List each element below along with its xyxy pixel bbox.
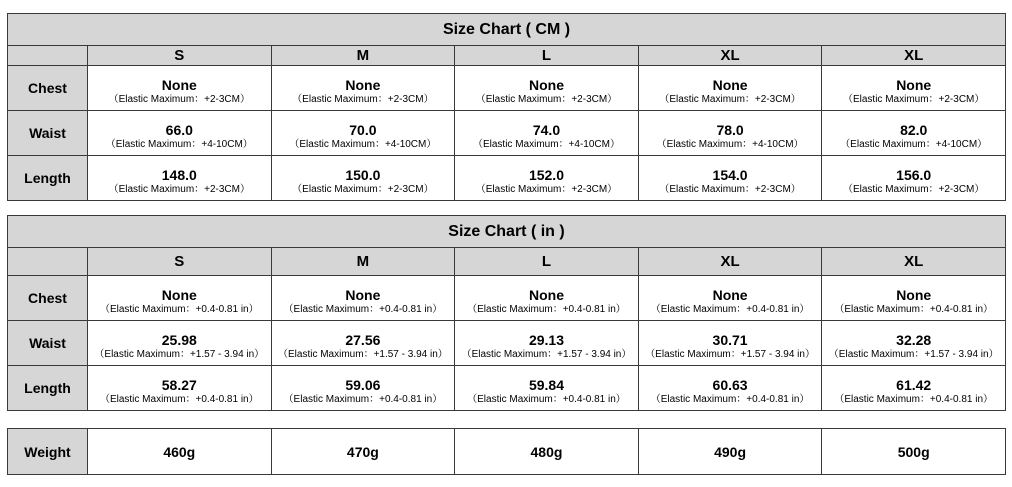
elastic-note: （Elastic Maximum：+0.4-0.81 in） bbox=[99, 303, 259, 315]
measurement-value: None bbox=[161, 76, 197, 93]
size-header-xl-2: XL bbox=[822, 248, 1006, 276]
measurement-cell bbox=[88, 66, 272, 111]
measurement-cell bbox=[822, 276, 1006, 321]
size-chart-cm-title: Size Chart ( CM ) bbox=[8, 14, 1006, 46]
measurement-value: 25.98 bbox=[161, 331, 197, 348]
measurement-value: None bbox=[896, 76, 932, 93]
measurement-cell bbox=[271, 321, 455, 366]
elastic-note: （Elastic Maximum：+1.57 - 3.94 in） bbox=[461, 348, 632, 360]
measurement-cell bbox=[271, 66, 455, 111]
measurement-row-waist bbox=[8, 321, 1006, 366]
size-header-m: M bbox=[271, 46, 455, 66]
measurement-cell bbox=[455, 321, 639, 366]
elastic-note: （Elastic Maximum：+0.4-0.81 in） bbox=[99, 393, 259, 405]
measurement-cell bbox=[271, 156, 455, 201]
elastic-note: （Elastic Maximum：+4-10CM） bbox=[105, 138, 253, 150]
weight-value-xl-2: 500g bbox=[822, 429, 1006, 475]
measurement-cell bbox=[88, 111, 272, 156]
measurement-value: 30.71 bbox=[712, 331, 748, 348]
elastic-note: （Elastic Maximum：+2-3CM） bbox=[108, 183, 250, 195]
elastic-note: （Elastic Maximum：+0.4-0.81 in） bbox=[467, 393, 626, 405]
measurement-cell bbox=[822, 66, 1006, 111]
measurement-cell bbox=[822, 366, 1006, 411]
measurement-cell bbox=[88, 366, 272, 411]
corner-cell bbox=[8, 248, 88, 276]
measurement-value: None bbox=[712, 286, 748, 303]
elastic-note: （Elastic Maximum：+2-3CM） bbox=[475, 93, 618, 105]
measurement-value: 154.0 bbox=[712, 166, 748, 183]
measurement-value: 59.06 bbox=[345, 376, 381, 393]
measurement-value: None bbox=[345, 76, 381, 93]
weight-row bbox=[8, 429, 1006, 475]
elastic-note: （Elastic Maximum：+2-3CM） bbox=[659, 183, 801, 195]
corner-cell bbox=[8, 46, 88, 66]
measurement-value: None bbox=[161, 286, 197, 303]
measurement-cell bbox=[455, 111, 639, 156]
measurement-cell bbox=[88, 276, 272, 321]
elastic-note: （Elastic Maximum：+4-10CM） bbox=[656, 138, 804, 150]
elastic-note: （Elastic Maximum：+2-3CM） bbox=[842, 93, 985, 105]
measurement-cell bbox=[822, 156, 1006, 201]
size-header-xl: XL bbox=[638, 46, 822, 66]
weight-value-xl: 490g bbox=[638, 429, 822, 475]
measurement-value: 74.0 bbox=[532, 121, 561, 138]
measurement-value: None bbox=[896, 286, 932, 303]
measurement-cell bbox=[271, 111, 455, 156]
row-label: Waist bbox=[8, 111, 88, 156]
measurement-value: None bbox=[345, 286, 381, 303]
measurement-value: None bbox=[528, 286, 564, 303]
elastic-note: （Elastic Maximum：+4-10CM） bbox=[472, 138, 620, 150]
size-header-row bbox=[8, 248, 1006, 276]
measurement-cell bbox=[638, 321, 822, 366]
elastic-note: （Elastic Maximum：+2-3CM） bbox=[292, 93, 434, 105]
elastic-note: （Elastic Maximum：+0.4-0.81 in） bbox=[650, 393, 810, 405]
row-label: Length bbox=[8, 156, 88, 201]
measurement-cell bbox=[455, 276, 639, 321]
measurement-cell bbox=[822, 321, 1006, 366]
measurement-row-length bbox=[8, 366, 1006, 411]
measurement-cell bbox=[455, 156, 639, 201]
elastic-note: （Elastic Maximum：+0.4-0.81 in） bbox=[283, 303, 443, 315]
measurement-value: 82.0 bbox=[900, 121, 928, 138]
elastic-note: （Elastic Maximum：+4-10CM） bbox=[840, 138, 988, 150]
weight-table bbox=[7, 428, 1006, 475]
elastic-note: （Elastic Maximum：+2-3CM） bbox=[292, 183, 434, 195]
size-chart-in-table bbox=[7, 215, 1006, 411]
size-header-xl-2: XL bbox=[822, 46, 1006, 66]
measurement-row-waist bbox=[8, 111, 1006, 156]
measurement-cell bbox=[271, 366, 455, 411]
elastic-note: （Elastic Maximum：+1.57 - 3.94 in） bbox=[828, 348, 999, 360]
size-header-m: M bbox=[271, 248, 455, 276]
row-label: Chest bbox=[8, 66, 88, 111]
size-header-xl: XL bbox=[638, 248, 822, 276]
measurement-row-length bbox=[8, 156, 1006, 201]
measurement-cell bbox=[638, 156, 822, 201]
measurement-value: 150.0 bbox=[345, 166, 381, 183]
elastic-note: （Elastic Maximum：+1.57 - 3.94 in） bbox=[645, 348, 815, 360]
measurement-value: 60.63 bbox=[712, 376, 748, 393]
elastic-note: （Elastic Maximum：+1.57 - 3.94 in） bbox=[278, 348, 448, 360]
weight-label: Weight bbox=[8, 429, 88, 475]
measurement-cell bbox=[822, 111, 1006, 156]
weight-value-l: 480g bbox=[455, 429, 639, 475]
measurement-cell bbox=[638, 366, 822, 411]
measurement-value: None bbox=[712, 76, 748, 93]
measurement-value: 70.0 bbox=[349, 121, 377, 138]
measurement-value: 27.56 bbox=[345, 331, 381, 348]
row-label: Length bbox=[8, 366, 88, 411]
measurement-value: 59.84 bbox=[528, 376, 564, 393]
measurement-value: 61.42 bbox=[896, 376, 932, 393]
measurement-cell bbox=[638, 66, 822, 111]
size-header-s: S bbox=[88, 46, 272, 66]
measurement-value: 58.27 bbox=[161, 376, 197, 393]
measurement-cell bbox=[455, 366, 639, 411]
elastic-note: （Elastic Maximum：+4-10CM） bbox=[289, 138, 437, 150]
measurement-cell bbox=[88, 156, 272, 201]
measurement-cell bbox=[638, 276, 822, 321]
elastic-note: （Elastic Maximum：+1.57 - 3.94 in） bbox=[94, 348, 265, 360]
elastic-note: （Elastic Maximum：+0.4-0.81 in） bbox=[650, 303, 810, 315]
weight-value-m: 470g bbox=[271, 429, 455, 475]
elastic-note: （Elastic Maximum：+2-3CM） bbox=[659, 93, 801, 105]
elastic-note: （Elastic Maximum：+2-3CM） bbox=[108, 93, 250, 105]
measurement-value: 78.0 bbox=[716, 121, 744, 138]
measurement-cell bbox=[455, 66, 639, 111]
measurement-value: 32.28 bbox=[896, 331, 932, 348]
size-chart-in-title: Size Chart ( in ) bbox=[8, 216, 1006, 248]
size-header-l: L bbox=[455, 248, 639, 276]
measurement-cell bbox=[88, 321, 272, 366]
measurement-value: None bbox=[528, 76, 564, 93]
row-label: Chest bbox=[8, 276, 88, 321]
measurement-value: 152.0 bbox=[528, 166, 564, 183]
row-label: Waist bbox=[8, 321, 88, 366]
size-header-row bbox=[8, 46, 1006, 66]
measurement-cell bbox=[271, 276, 455, 321]
elastic-note: （Elastic Maximum：+0.4-0.81 in） bbox=[467, 303, 626, 315]
measurement-row-chest bbox=[8, 66, 1006, 111]
measurement-cell bbox=[638, 111, 822, 156]
measurement-value: 29.13 bbox=[528, 331, 564, 348]
elastic-note: （Elastic Maximum：+0.4-0.81 in） bbox=[834, 393, 994, 405]
elastic-note: （Elastic Maximum：+2-3CM） bbox=[475, 183, 618, 195]
measurement-row-chest bbox=[8, 276, 1006, 321]
weight-value-s: 460g bbox=[88, 429, 272, 475]
elastic-note: （Elastic Maximum：+0.4-0.81 in） bbox=[283, 393, 443, 405]
size-header-s: S bbox=[88, 248, 272, 276]
size-chart-cm-table bbox=[7, 13, 1006, 201]
elastic-note: （Elastic Maximum：+2-3CM） bbox=[842, 183, 985, 195]
elastic-note: （Elastic Maximum：+0.4-0.81 in） bbox=[834, 303, 994, 315]
measurement-value: 66.0 bbox=[165, 121, 193, 138]
size-header-l: L bbox=[455, 46, 639, 66]
measurement-value: 148.0 bbox=[161, 166, 197, 183]
measurement-value: 156.0 bbox=[896, 166, 932, 183]
